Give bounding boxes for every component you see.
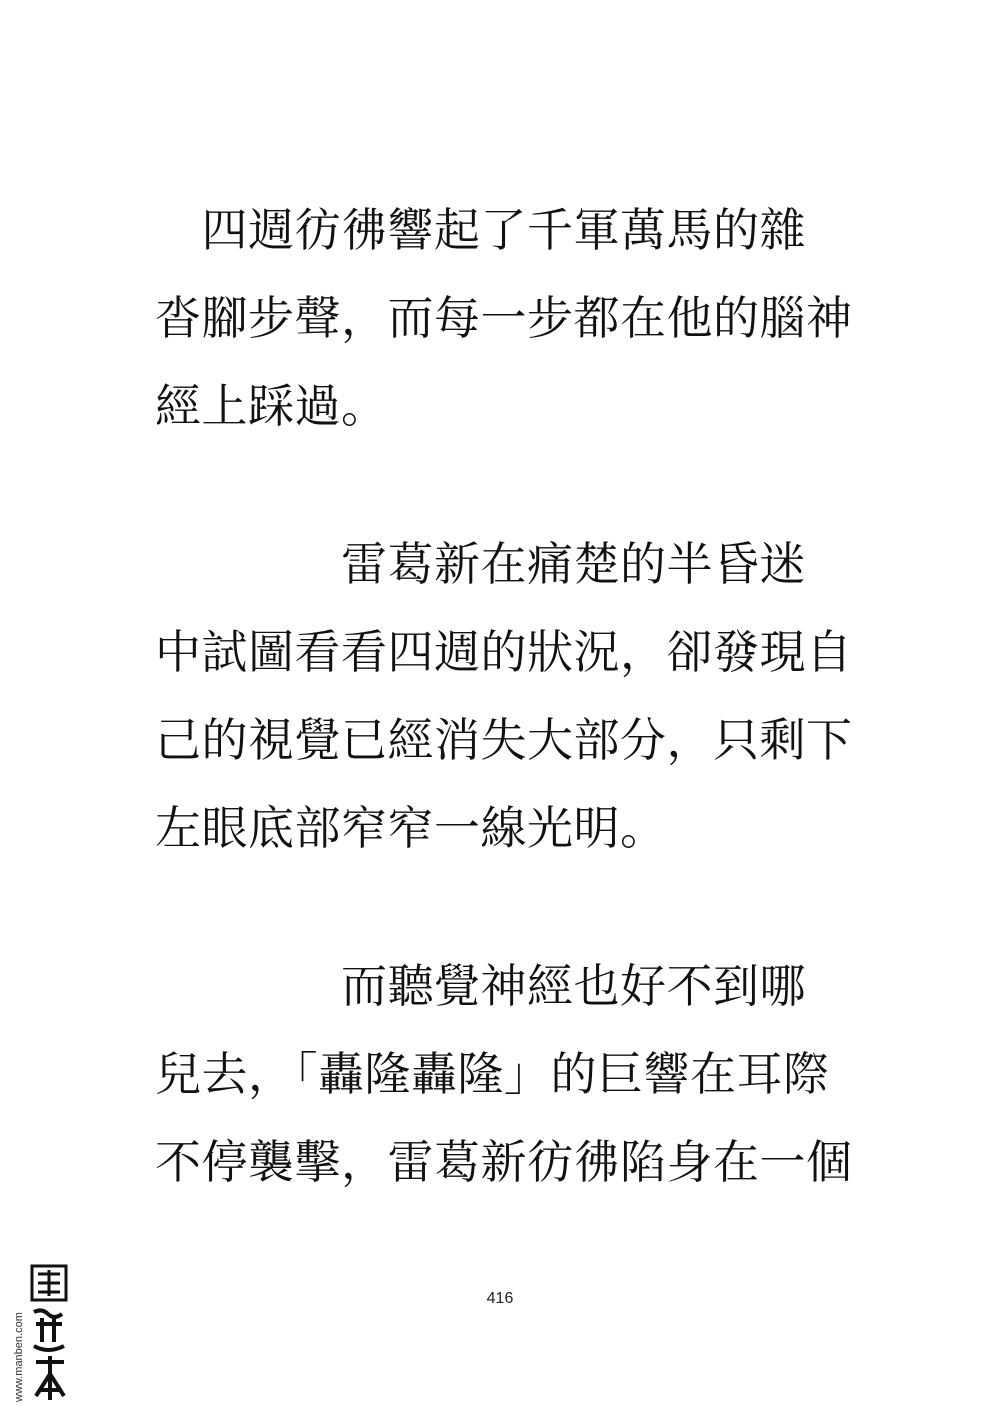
text-line: 己的視覺已經消失大部分，只剩下 — [155, 713, 853, 767]
text-line: 經上踩過。 — [155, 379, 388, 433]
text-line: 四週彷彿響起了千軍萬馬的雜 — [155, 203, 806, 257]
text-line: 沓腳步聲，而每一步都在他的腦神 — [155, 291, 853, 345]
text-line: 左眼底部窄窄一線光明。 — [155, 801, 667, 855]
page-number: 416 — [486, 1290, 514, 1307]
text-line: 不停襲擊，雷葛新彷彿陷身在一個 — [155, 1135, 853, 1189]
text-line: 而聽覺神經也好不到哪 — [155, 959, 806, 1013]
watermark-logo — [8, 1262, 74, 1408]
manben-logo-icon — [8, 1262, 74, 1408]
text-line: 中試圖看看四週的狀況，卻發現自 — [155, 625, 853, 679]
watermark-url: www.manben.com — [13, 1312, 25, 1402]
text-line: 兒去，「轟隆轟隆」的巨響在耳際 — [155, 1047, 830, 1101]
text-line: 雷葛新在痛楚的半昏迷 — [155, 537, 806, 591]
